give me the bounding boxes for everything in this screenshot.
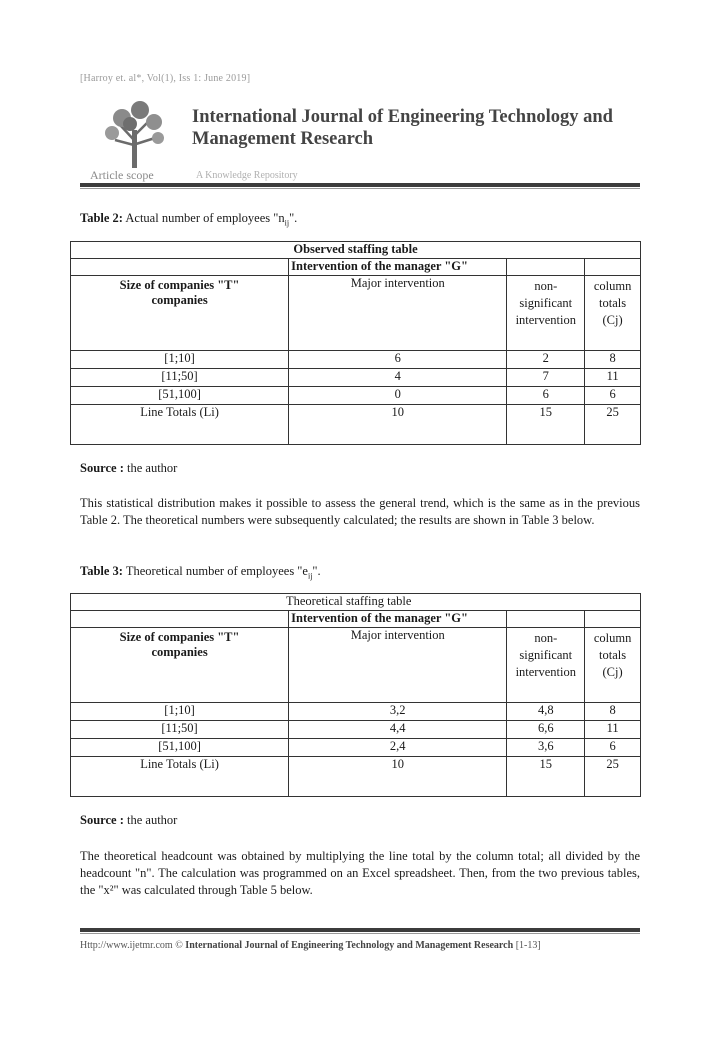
article-scope-label: Article scope — [90, 168, 154, 182]
table-row: [1;10] 3,2 4,8 8 — [71, 703, 641, 721]
table2-col-totals: column totals (Cj) — [585, 276, 641, 351]
table3 — [70, 593, 641, 797]
table3-caption: Table 3: Theoretical number of employees "$e_{ij}$". — [80, 564, 321, 581]
header-rule — [80, 183, 640, 187]
table3-title: Theoretical staffing table — [71, 594, 641, 611]
table2-row-header: Size of companies "T" companies — [71, 276, 289, 351]
header-rule-thin — [80, 188, 640, 189]
table3-col-major: Major intervention — [289, 628, 507, 703]
footer-pages: [1-13] — [515, 940, 541, 951]
table3-group-header: Intervention of the manager "G" — [289, 611, 507, 628]
header-citation: [Harroy et. al*, Vol(1), Iss 1: June 2019] — [80, 73, 251, 84]
footer-journal: International Journal of Engineering Technology and Management Research — [185, 940, 514, 951]
table3-col-nonsig: non-significant intervention — [507, 628, 585, 703]
tree-logo-icon — [100, 100, 170, 170]
table-row: Line Totals (Li) 10 15 25 — [71, 757, 641, 797]
paragraph-1: This statistical distribution makes it possible to assess the general trend, which is the same as in the previous Table 2. The theoretical numbers were subsequently calculated; the results are shown in Table 3 below. — [80, 496, 640, 527]
table-row: [11;50] 4 7 11 — [71, 369, 641, 387]
footer-rule-thin — [80, 933, 640, 934]
table2 — [70, 241, 641, 445]
table-row: [11;50] 4,4 6,6 11 — [71, 721, 641, 739]
journal-title: International Journal of Engineering Technology and Management Research — [192, 107, 613, 149]
table2-col-nonsig: non-significant intervention — [507, 276, 585, 351]
repository-label: A Knowledge Repository — [196, 170, 298, 181]
table2-title: Observed staffing table — [71, 242, 641, 259]
table2-caption: Table 2: Actual number of employees "$n_{ij}$". — [80, 211, 298, 228]
table2-col-major: Major intervention — [289, 276, 507, 351]
table-row: Line Totals (Li) 10 15 25 — [71, 405, 641, 445]
table-row: [1;10] 6 2 8 — [71, 351, 641, 369]
table3-row-header: Size of companies "T" companies — [71, 628, 289, 703]
copyright-symbol: © — [175, 940, 183, 951]
table-row: [51,100] 0 6 6 — [71, 387, 641, 405]
footer-rule — [80, 928, 640, 932]
footer-url[interactable]: Http://www.ijetmr.com — [80, 940, 173, 951]
paragraph-2: The theoretical headcount was obtained by multiplying the line total by the column total; all divided by the headcount "n". The calculation was programmed on an Excel spreadsheet. Then, from the two previous tables, the "x²" was calculated through Table 5 below. — [80, 849, 640, 897]
table3-col-totals: column totals (Cj) — [585, 628, 641, 703]
table2-source: Source : the author — [80, 461, 178, 475]
footer — [80, 940, 645, 951]
table3-source: Source : the author — [80, 813, 178, 827]
table2-group-header: Intervention of the manager "G" — [289, 259, 507, 276]
table-row: [51,100] 2,4 3,6 6 — [71, 739, 641, 757]
